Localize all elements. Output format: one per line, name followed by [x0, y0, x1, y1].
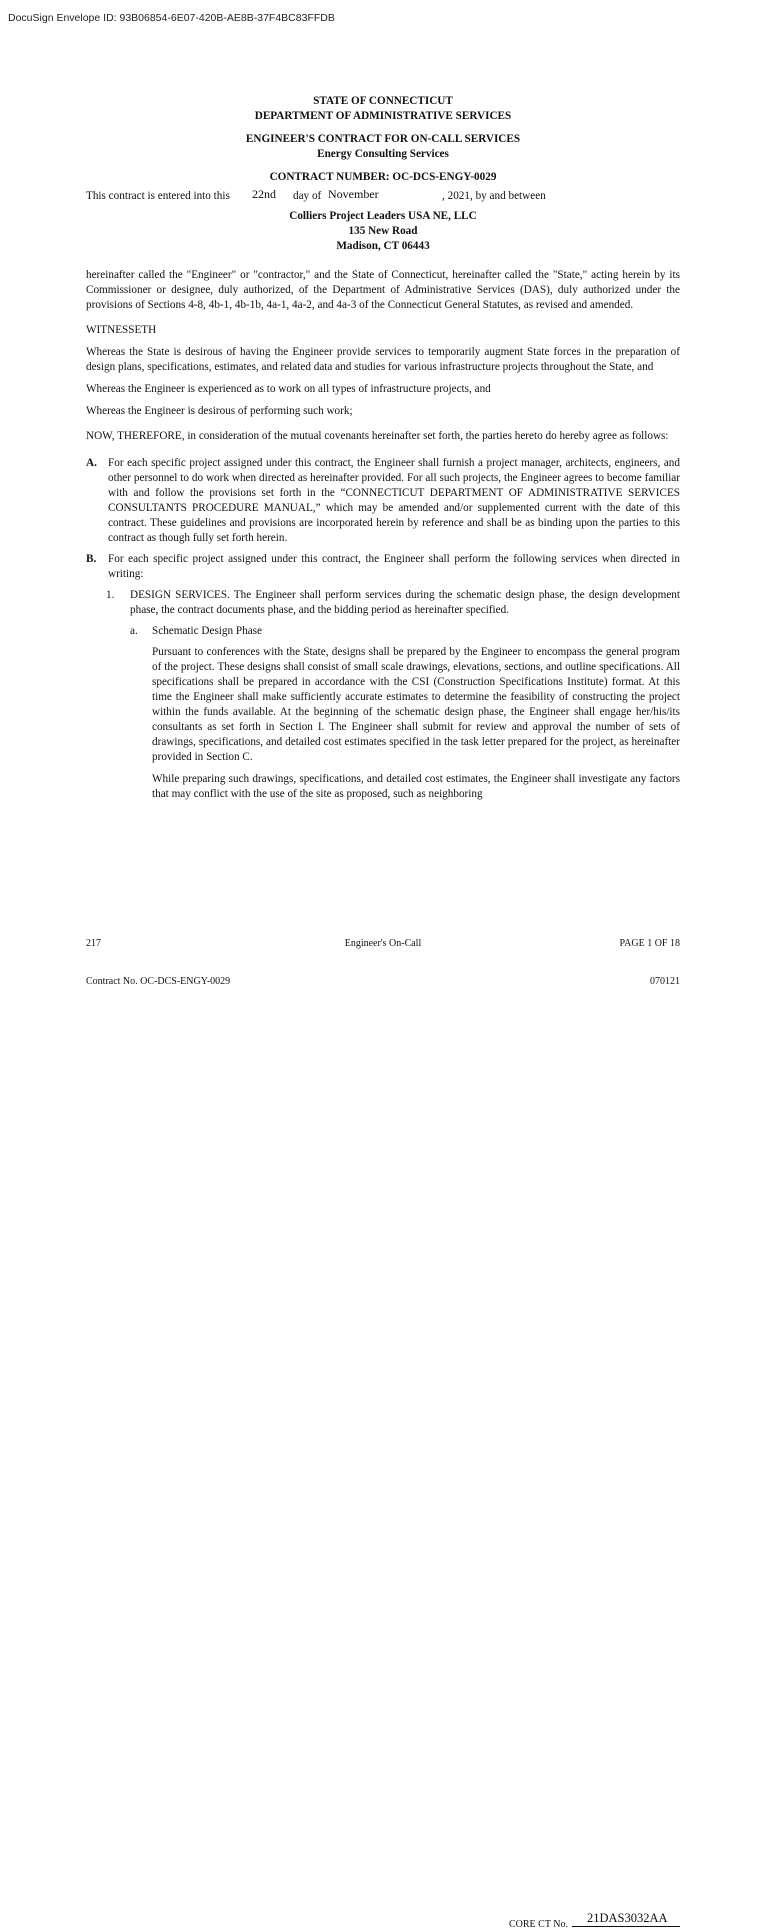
schematic-paragraph-1: Pursuant to conferences with the State, designs shall be prepared by the Engineer to encompass the general program of the project. These designs shall consist of small scale drawings, elevations, sections, and outline specifications. All specifications shall be prepared in accordance with the CSI (Construction Specifications Institute) format. At this time the Engineer shall make sufficiently accurate estimates to determine the feasibility of constructing the project within the funds available. At the beginning of the schematic design phase, the Engineer shall engage her/his/its consultants as set forth in Section I. The Engineer shall submit for review and approval the number of sets of drawings, specifications, and detailed cost estimates specified in the task letter prepared for the project, as hereinafter provided in Section C. [152, 646, 680, 763]
section-b-label: B. [86, 553, 97, 565]
party-city: Madison, CT 06443 [336, 240, 430, 252]
core-ct-label: CORE CT No. [509, 1919, 568, 1930]
footer-title: Engineer's On-Call [344, 938, 422, 949]
envelope-id: DocuSign Envelope ID: 93B06854-6E07-420B-AE8B-37F4BC83FFDB [8, 12, 335, 24]
page-number: PAGE 1 OF 18 [619, 938, 680, 949]
core-ct-field [509, 1911, 680, 1930]
section-b-text: For each specific project assigned under this contract, the Engineer shall perform the following services when directed in writing: [108, 553, 680, 580]
entered-prefix: This contract is entered into this [86, 190, 230, 202]
section-a [86, 456, 680, 546]
footer-code: 070121 [650, 976, 680, 987]
department-heading: DEPARTMENT OF ADMINISTRATIVE SERVICES [254, 110, 512, 122]
entered-month: November [328, 187, 379, 201]
contract-page [86, 94, 680, 809]
footer-contract-no: Contract No. OC-DCS-ENGY-0029 [86, 976, 231, 987]
section-a-text: For each specific project assigned under this contract, the Engineer shall furnish a project manager, architects, engineers, and other personnel to do work when directed as hereinafter provided. For all such projects, the Engineer agrees to become familiar with and follow the provisions set forth in the “CONNECTICUT DEPARTMENT OF ADMINISTRATIVE SERVICES CONSULTANTS PROCEDURE MANUAL,” which may be amended and/or supplemented current with the date of this contract. These guidelines and provisions are incorporated herein by reference and shall be as binding upon the parties to this contract as though fully set forth herein. [108, 457, 680, 544]
item-1 [106, 588, 680, 618]
item-1-text: DESIGN SERVICES. The Engineer shall perform services during the schematic design phase, the design development phase, the contract documents phase, and the bidding period as hereinafter specified. [130, 589, 680, 616]
contract-number: CONTRACT NUMBER: OC-DCS-ENGY-0029 [269, 171, 497, 183]
entered-suffix: , 2021, by and between [442, 190, 546, 202]
witnesseth: WITNESSETH [86, 324, 157, 336]
subitem-a-label: a. [130, 625, 138, 637]
footer-number: 217 [86, 938, 101, 949]
entered-line [86, 189, 680, 209]
section-b [86, 552, 680, 582]
whereas-paragraph-2: Whereas the Engineer is experienced as to work on all types of infrastructure projects, and [86, 383, 491, 395]
whereas-paragraph-1: Whereas the State is desirous of having the Engineer provide services to temporarily augment State forces in the preparation of design plans, specifications, estimates, and related data and studies for various infrastructure projects throughout the State, and [86, 346, 680, 373]
now-therefore-paragraph: NOW, THEREFORE, in consideration of the mutual covenants hereinafter set forth, the parties hereto do hereby agree as follows: [86, 430, 669, 442]
contract-subtitle: Energy Consulting Services [317, 148, 449, 160]
core-ct-value: 21DAS3032AA [587, 1911, 668, 1925]
party-street: 135 New Road [348, 225, 418, 237]
whereas-paragraph-3: Whereas the Engineer is desirous of performing such work; [86, 405, 353, 417]
entered-day-of: day of [293, 190, 322, 202]
subitem-a [130, 624, 680, 639]
state-heading: STATE OF CONNECTICUT [313, 95, 453, 107]
party-name: Colliers Project Leaders USA NE, LLC [289, 210, 477, 222]
section-a-label: A. [86, 457, 97, 469]
entered-day: 22nd [252, 187, 276, 201]
hereinafter-paragraph: hereinafter called the "Engineer" or "contractor," and the State of Connecticut, hereinafter called the "State," acting herein by its Commissioner or designee, duly authorized, of the Department of Administrative Services (DAS), duly authorized under the provisions of Sections 4-8, 4b-1, 4b-1b, 4a-1, 4a-2, and 4a-3 of the Connecticut General Statutes, as revised and amended. [86, 269, 680, 311]
contract-type-heading: ENGINEER'S CONTRACT FOR ON-CALL SERVICES [245, 133, 521, 145]
subitem-a-title: Schematic Design Phase [152, 625, 262, 637]
item-1-label: 1. [106, 589, 115, 601]
schematic-paragraph-2: While preparing such drawings, specifications, and detailed cost estimates, the Engineer shall investigate any factors that may conflict with the use of the site as proposed, such as neighboring [152, 773, 680, 800]
